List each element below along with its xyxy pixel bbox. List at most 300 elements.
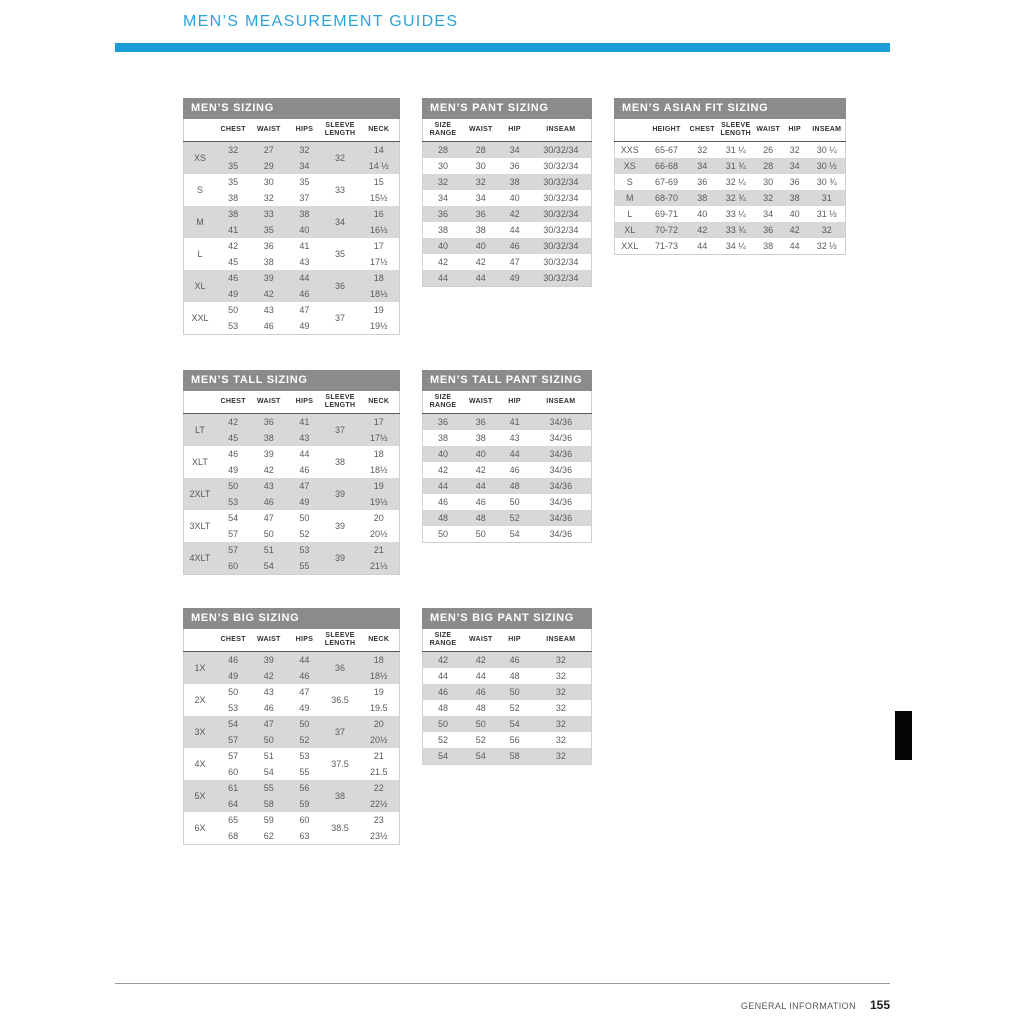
table-cell: 47: [299, 304, 310, 315]
table-cell: 34/36: [549, 496, 573, 507]
table-cell: 44: [789, 240, 800, 251]
table-cell: 36: [755, 222, 780, 238]
size-label: 42: [438, 464, 449, 475]
column-header: [615, 119, 645, 141]
table-cell: 49: [216, 668, 251, 684]
sleeve-value: 38: [335, 456, 346, 467]
table-cell: 46: [250, 494, 287, 510]
table-cell: 36: [250, 413, 287, 430]
size-label: 46: [423, 684, 464, 700]
table-cell: 70-72: [645, 222, 689, 238]
table-cell: 52: [299, 528, 310, 539]
table-cell: 34/36: [531, 510, 592, 526]
size-label: 48: [438, 702, 449, 713]
table-cell: 50: [499, 684, 531, 700]
table-cell: 42: [475, 464, 486, 475]
column-header: [184, 391, 216, 413]
column-header: NECK: [358, 391, 399, 413]
table-cell: 36: [789, 176, 800, 187]
size-label: 44: [423, 270, 464, 287]
table-cell: 45: [228, 256, 239, 267]
column-header: SLEEVE LENGTH: [716, 119, 755, 141]
table-cell: 38: [228, 192, 239, 203]
table-cell: 38: [781, 190, 809, 206]
size-label: 38: [438, 432, 449, 443]
sleeve-value: 34: [322, 206, 359, 238]
table-cell: 28: [755, 158, 780, 174]
table-cell: 50: [287, 716, 322, 732]
table-cell: 50: [463, 716, 498, 732]
table-cell: 34: [499, 141, 531, 158]
table-cell: 35: [250, 222, 287, 238]
table-cell: 66-68: [645, 158, 689, 174]
size-label: 2XLT: [184, 478, 216, 510]
size-label: 3XLT: [189, 520, 211, 531]
table-cell: 32: [263, 192, 274, 203]
table-cell: 42: [463, 651, 498, 668]
table-cell: 40: [697, 208, 708, 219]
table-cell: 53: [228, 320, 239, 331]
table-cell: 30/32/34: [531, 238, 592, 254]
size-label: 44: [423, 478, 464, 494]
table-cell: 42: [228, 240, 239, 251]
table-cell: 27: [250, 141, 287, 158]
table-cell: 30: [763, 176, 774, 187]
size-label: 1X: [184, 651, 216, 684]
sleeve-value: 35: [335, 248, 346, 259]
size-label: 40: [423, 446, 464, 462]
mens-tall-pant-sizing-table: [422, 370, 592, 543]
table-cell: 19.5: [369, 702, 388, 713]
mens-pant-sizing-table: [422, 98, 592, 287]
table-cell: 30/32/34: [531, 174, 592, 190]
size-label: M: [615, 190, 645, 206]
table-cell: 36: [263, 240, 274, 251]
column-header: [184, 629, 216, 651]
size-label: XL: [615, 222, 645, 238]
sleeve-value: 37: [322, 716, 359, 748]
table-cell: 32: [531, 684, 592, 700]
size-label: L: [197, 248, 203, 259]
table-cell: 26: [763, 144, 774, 155]
table-cell: 48: [509, 670, 520, 681]
table-cell: 49: [287, 494, 322, 510]
sleeve-value: 37: [335, 312, 346, 323]
mens-sizing-table: [183, 98, 400, 335]
size-label: 46: [438, 496, 449, 507]
table-cell: 14 ½: [358, 158, 399, 174]
table-cell: 44: [463, 478, 498, 494]
table-cell: 61: [216, 780, 251, 796]
table-cell: 22½: [358, 796, 399, 812]
size-label: LT: [184, 413, 216, 446]
table-cell: 49: [216, 286, 251, 302]
table-cell: 44: [499, 446, 531, 462]
footer: [741, 998, 890, 1012]
table-cell: 31 ¾: [716, 158, 755, 174]
size-label: 34: [438, 192, 449, 203]
sleeve-value: 39: [335, 520, 346, 531]
table-cell: 39: [250, 270, 287, 286]
page-title: MEN’S MEASUREMENT GUIDES: [183, 13, 459, 30]
size-label: 30: [438, 160, 449, 171]
table-cell: 46: [287, 668, 322, 684]
table-cell: 32: [555, 702, 566, 713]
table-cell: 42: [250, 668, 287, 684]
column-header: SLEEVE LENGTH: [322, 119, 359, 141]
table-cell: 40: [509, 192, 520, 203]
size-label: 36: [423, 413, 464, 430]
table-cell: 23: [373, 814, 384, 825]
table-title: MEN’S PANT SIZING: [422, 98, 592, 119]
table-cell: 16: [358, 206, 399, 222]
table-cell: 17: [358, 413, 399, 430]
column-header: INSEAM: [531, 391, 592, 413]
table-cell: 19: [373, 304, 384, 315]
table-cell: 35: [299, 176, 310, 187]
column-header: WAIST: [463, 391, 498, 413]
table-cell: 42: [475, 256, 486, 267]
table-cell: 48: [499, 478, 531, 494]
table-cell: 40: [463, 446, 498, 462]
table-cell: 36: [509, 160, 520, 171]
table-cell: 17: [373, 240, 384, 251]
column-header: HIPS: [287, 391, 322, 413]
size-label: 42: [423, 651, 464, 668]
size-label: 52: [438, 734, 449, 745]
table-cell: 47: [287, 478, 322, 494]
table-cell: 34 ¼: [725, 240, 746, 251]
table-cell: 52: [509, 702, 520, 713]
table-cell: 54: [228, 512, 239, 523]
table-cell: 34: [688, 158, 716, 174]
table-cell: 33 ¾: [716, 222, 755, 238]
column-header: CHEST: [216, 391, 251, 413]
table-cell: 53: [216, 494, 251, 510]
table-cell: 19: [373, 686, 384, 697]
table-cell: 44: [463, 270, 498, 287]
table-cell: 38: [688, 190, 716, 206]
size-label: 38: [438, 224, 449, 235]
table-cell: 18: [358, 651, 399, 668]
table-cell: 57: [228, 528, 239, 539]
table-cell: 53: [287, 542, 322, 558]
table-cell: 54: [263, 766, 274, 777]
sleeve-value: 39: [322, 542, 359, 575]
footer-section-label: GENERAL INFORMATION: [740, 1001, 856, 1011]
sleeve-value: 37.5: [331, 758, 349, 769]
table-cell: 30/32/34: [543, 224, 579, 235]
table-cell: 34: [475, 192, 486, 203]
size-label: XL: [184, 270, 216, 302]
table-cell: 54: [216, 716, 251, 732]
size-label: 50: [438, 528, 449, 539]
column-header: SIZE RANGE: [423, 391, 464, 413]
table-cell: 53: [299, 750, 310, 761]
column-header: HIP: [499, 391, 531, 413]
table-cell: 36: [463, 206, 498, 222]
table-cell: 56: [287, 780, 322, 796]
table-cell: 30: [263, 176, 274, 187]
column-header: WAIST: [250, 391, 287, 413]
table-cell: 36: [697, 176, 708, 187]
table-cell: 47: [299, 686, 310, 697]
table-cell: 64: [216, 796, 251, 812]
table-cell: 49: [228, 464, 239, 475]
column-header: HIPS: [287, 629, 322, 651]
size-label: L: [627, 208, 633, 219]
table-cell: 41: [499, 413, 531, 430]
table-cell: 62: [263, 830, 274, 841]
table-cell: 41: [299, 240, 310, 251]
table-cell: 32: [531, 716, 592, 732]
table-cell: 34/36: [531, 413, 592, 430]
column-header: NECK: [358, 629, 399, 651]
table-cell: 34: [287, 158, 322, 174]
table-cell: 46: [475, 496, 486, 507]
table-cell: 30: [475, 160, 486, 171]
table-title: MEN’S ASIAN FIT SIZING: [614, 98, 846, 119]
table-cell: 42: [250, 286, 287, 302]
table-cell: 32: [789, 144, 800, 155]
table-cell: 50: [475, 528, 486, 539]
table-cell: 14: [358, 141, 399, 158]
footer-divider: [115, 983, 890, 984]
table-cell: 44: [287, 651, 322, 668]
size-label: M: [184, 206, 216, 238]
table-cell: 43: [250, 478, 287, 494]
table-cell: 34: [763, 208, 774, 219]
sleeve-value: 38: [322, 780, 359, 812]
table-cell: 32: [697, 144, 708, 155]
table-cell: 40: [789, 208, 800, 219]
size-label: 32: [423, 174, 464, 190]
table-cell: 49: [299, 320, 310, 331]
table-cell: 56: [509, 734, 520, 745]
table-cell: 31 ¼: [725, 144, 746, 155]
sleeve-value: 36: [322, 270, 359, 302]
table-cell: 59: [287, 796, 322, 812]
table-cell: 46: [499, 651, 531, 668]
table-cell: 32: [287, 141, 322, 158]
table-cell: 40: [463, 238, 498, 254]
table-cell: 21: [358, 542, 399, 558]
mens-tall-sizing-table: [183, 370, 400, 575]
sleeve-value: 33: [335, 184, 346, 195]
size-label: S: [626, 176, 633, 187]
table-cell: 39: [250, 651, 287, 668]
table-cell: 32: [755, 190, 780, 206]
table-cell: 30/32/34: [531, 270, 592, 287]
size-label: 2X: [194, 694, 206, 705]
table-cell: 42: [263, 464, 274, 475]
table-cell: 32: [531, 748, 592, 765]
sleeve-value: 38.5: [331, 822, 349, 833]
size-label: 40: [423, 238, 464, 254]
table-cell: 39: [263, 448, 274, 459]
table-cell: 67-69: [654, 176, 678, 187]
table-cell: 18: [358, 270, 399, 286]
table-cell: 19: [358, 478, 399, 494]
accent-divider-bar: [115, 43, 890, 52]
table-title: MEN’S BIG SIZING: [183, 608, 400, 629]
table-cell: 28: [463, 141, 498, 158]
table-cell: 59: [263, 814, 274, 825]
column-header: WAIST: [463, 629, 498, 651]
sleeve-value: 37: [322, 413, 359, 446]
table-cell: 43: [509, 432, 520, 443]
table-cell: 44: [299, 448, 310, 459]
table-cell: 33 ¼: [725, 208, 746, 219]
table-cell: 30 ¼: [816, 144, 837, 155]
table-cell: 65-67: [654, 144, 678, 155]
column-header: SLEEVE LENGTH: [322, 391, 359, 413]
table-cell: 41: [216, 222, 251, 238]
table-cell: 30 ¾: [816, 176, 837, 187]
table-cell: 44: [287, 270, 322, 286]
column-header: INSEAM: [531, 119, 592, 141]
size-label: 5X: [184, 780, 216, 812]
table-cell: 21½: [358, 558, 399, 575]
table-cell: 38: [475, 432, 486, 443]
table-cell: 33: [250, 206, 287, 222]
table-cell: 15: [373, 176, 384, 187]
table-cell: 42: [499, 206, 531, 222]
column-header: CHEST: [216, 629, 251, 651]
table-cell: 20½: [369, 528, 388, 539]
table-cell: 50: [228, 304, 239, 315]
page-edge-tab: [895, 711, 912, 760]
table-cell: 50: [263, 528, 274, 539]
table-cell: 46: [509, 464, 520, 475]
table-cell: 60: [299, 814, 310, 825]
table-cell: 36: [463, 413, 498, 430]
table-cell: 42: [688, 222, 716, 238]
table-cell: 49: [499, 270, 531, 287]
table-cell: 50: [250, 732, 287, 748]
table-cell: 38: [475, 224, 486, 235]
table-cell: 18: [373, 448, 384, 459]
size-label: XS: [615, 158, 645, 174]
size-label: S: [196, 184, 203, 195]
table-cell: 55: [299, 766, 310, 777]
table-cell: 65: [228, 814, 239, 825]
size-label: 3X: [184, 716, 216, 748]
table-cell: 44: [475, 670, 486, 681]
table-cell: 23½: [369, 830, 388, 841]
table-cell: 32: [809, 222, 846, 238]
size-label: XXS: [620, 144, 639, 155]
table-cell: 51: [250, 542, 287, 558]
table-cell: 30/32/34: [543, 160, 579, 171]
table-cell: 20½: [358, 732, 399, 748]
table-cell: 17½: [369, 256, 388, 267]
table-cell: 38: [763, 240, 774, 251]
table-cell: 46: [228, 448, 239, 459]
table-cell: 38: [216, 206, 251, 222]
table-cell: 15½: [369, 192, 388, 203]
table-cell: 49: [299, 702, 310, 713]
table-cell: 30/32/34: [531, 206, 592, 222]
size-label: 54: [423, 748, 464, 765]
column-header: CHEST: [688, 119, 716, 141]
size-label: XXL: [191, 312, 209, 323]
column-header: WAIST: [250, 629, 287, 651]
sleeve-value: 36: [322, 651, 359, 684]
table-cell: 48: [463, 510, 498, 526]
table-cell: 42: [216, 413, 251, 430]
table-cell: 20: [358, 716, 399, 732]
table-cell: 32 ¼: [725, 176, 746, 187]
table-cell: 52: [499, 510, 531, 526]
table-cell: 46: [299, 464, 310, 475]
table-cell: 46: [216, 270, 251, 286]
table-cell: 30/32/34: [531, 141, 592, 158]
table-cell: 19½: [358, 494, 399, 510]
size-label: 44: [438, 670, 449, 681]
table-cell: 50: [228, 686, 239, 697]
table-cell: 50: [299, 512, 310, 523]
column-header: SLEEVE LENGTH: [322, 629, 359, 651]
table-cell: 46: [463, 684, 498, 700]
size-label: 4XLT: [184, 542, 216, 575]
table-cell: 54: [463, 748, 498, 765]
table-cell: 37: [299, 192, 310, 203]
table-cell: 52: [475, 734, 486, 745]
size-label: 4X: [194, 758, 206, 769]
size-label: 28: [423, 141, 464, 158]
table-cell: 21.5: [369, 766, 388, 777]
table-title: MEN’S BIG PANT SIZING: [422, 608, 592, 629]
table-cell: 43: [299, 256, 310, 267]
table-cell: 32 ½: [816, 240, 837, 251]
table-cell: 32: [463, 174, 498, 190]
column-header: CHEST: [216, 119, 251, 141]
table-cell: 38: [499, 174, 531, 190]
table-cell: 43: [287, 430, 322, 446]
table-cell: 57: [216, 732, 251, 748]
table-cell: 34: [781, 158, 809, 174]
table-cell: 32: [555, 734, 566, 745]
table-cell: 22: [358, 780, 399, 796]
table-cell: 46: [287, 286, 322, 302]
table-cell: 46: [216, 651, 251, 668]
table-title: MEN’S TALL SIZING: [183, 370, 400, 391]
table-cell: 54: [250, 558, 287, 575]
table-cell: 57: [216, 542, 251, 558]
size-label: XLT: [192, 456, 208, 467]
column-header: SIZE RANGE: [423, 629, 464, 651]
table-cell: 58: [499, 748, 531, 765]
column-header: WAIST: [463, 119, 498, 141]
column-header: HEIGHT: [645, 119, 689, 141]
table-cell: 43: [263, 304, 274, 315]
table-cell: 40: [287, 222, 322, 238]
table-cell: 57: [228, 750, 239, 761]
size-label: 36: [423, 206, 464, 222]
table-cell: 68: [228, 830, 239, 841]
mens-big-sizing-table: [183, 608, 400, 845]
table-cell: 44: [697, 240, 708, 251]
size-label: 6X: [194, 822, 206, 833]
table-cell: 46: [499, 238, 531, 254]
sleeve-value: 36.5: [331, 694, 349, 705]
size-label: 42: [438, 256, 449, 267]
table-cell: 32: [531, 651, 592, 668]
column-header: WAIST: [755, 119, 780, 141]
table-cell: 34/36: [531, 478, 592, 494]
table-cell: 38: [287, 206, 322, 222]
